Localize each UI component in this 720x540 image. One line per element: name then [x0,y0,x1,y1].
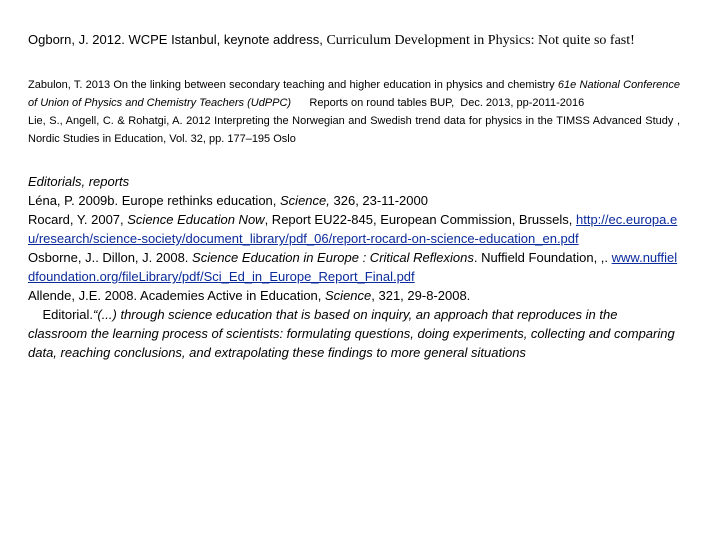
ref-ogborn-title: Curriculum Development in Physics: Not quite so fast! [326,33,635,48]
rocard-report-link[interactable]: http://ec.europa.eu/research/science-society/document_library/pdf_06/report-rocard-on-science-education_en.pdf [28,212,678,246]
nuffield-report-link[interactable]: www.nuffieldfoundation.org/fileLibrary/pdf/Sci_Ed_in_Europe_Report_Final.pdf [28,250,678,284]
ref-zabulon-tail: Reports on round tables BUP, Dec. 2013, pp-2011-2016 [291,97,585,109]
ref-osborne-title: Science Education in Europe : Critical Reflexions [192,250,474,265]
document-page [28,30,680,362]
ref-osborne [28,248,680,286]
ref-ogborn-lead: Ogborn, J. 2012. WCPE Istanbul, keynote address, [28,32,327,47]
ref-lena [28,191,680,210]
ref-lena-tail: 326, 23-11-2000 [329,193,428,208]
ref-zabulon-italic: 61e National Conference of Union of Physics and Chemistry Teachers (UdPPC) [28,79,680,109]
ref-allende-lead: Allende, J.E. 2008. Academies Active in Education, [28,288,326,303]
ref-rocard-title: Science Education Now [127,212,265,227]
ref-lena-journal: Science, [280,193,330,208]
ref-osborne-lead: Osborne, J.. Dillon, J. 2008. [28,250,193,265]
ref-zabulon-lead: Zabulon, T. 2013 On the linking between secondary teaching and higher education in physics and chemistry [28,79,558,91]
editorial-quote-text: “(...) through science education that is based on inquiry, an approach that reproduces in the classroom the learning process of scientists: formulating questions, doing experiments, collecting and comparing data, reaching conclusions, and extrapolating these findings to more general situations [28,307,675,360]
ref-allende-journal: Science [325,288,372,303]
ref-lie: Lie, S., Angell, C. & Rohatgi, A. 2012 Interpreting the Norwegian and Swedish trend data for physics in the TIMSS Advanced Study , Nordic Studies in Education, Vol. 32, pp. 177–195 Oslo [28,115,680,145]
spacer [28,148,680,172]
ref-osborne-tail: . Nuffield Foundation, ,. [473,250,612,265]
ref-ogborn [28,30,680,50]
editorial-lead: Editorial. [28,307,94,322]
section-heading: Editorials, reports [28,174,130,189]
ref-allende [28,286,680,305]
ref-zabulon [28,76,680,112]
editorial-quote [28,305,680,362]
ref-allende-tail: , 321, 29-8-2008. [371,288,471,303]
ref-rocard-tail: , Report EU22-845, European Commission, Brussels, [264,212,576,227]
ref-rocard-lead: Rocard, Y. 2007, [28,212,128,227]
ref-rocard [28,210,680,248]
spacer [28,50,680,76]
ref-lena-lead: Léna, P. 2009b. Europe rethinks education, [28,193,281,208]
